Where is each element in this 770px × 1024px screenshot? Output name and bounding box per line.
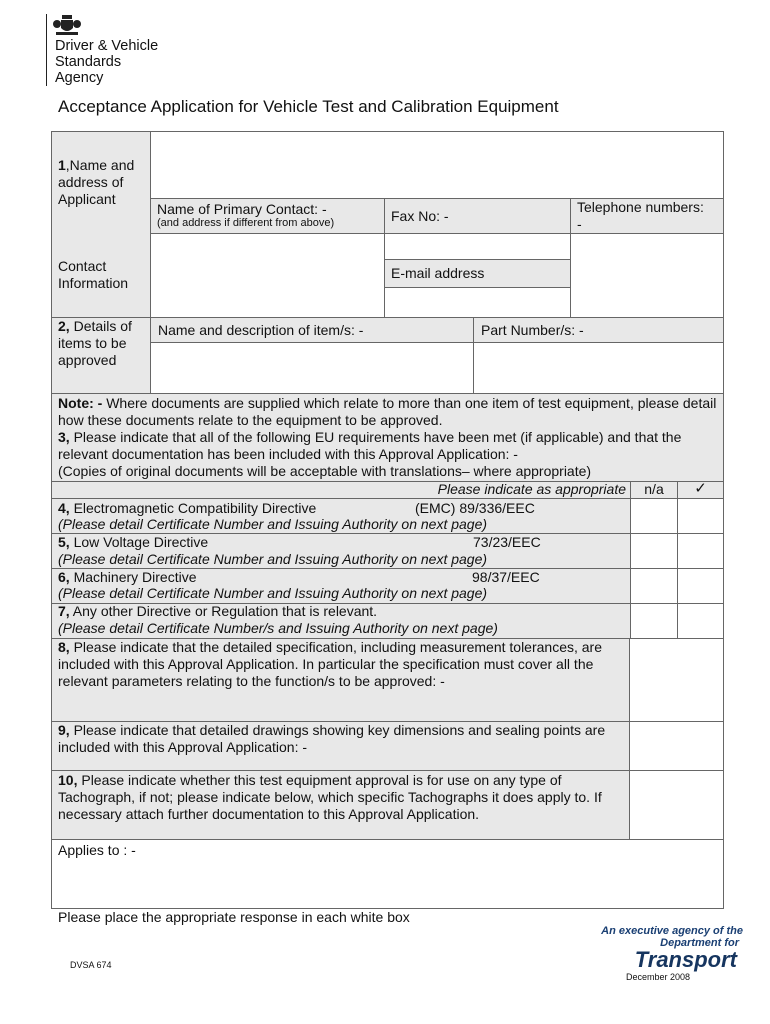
directive-4-tick-box[interactable] (678, 499, 723, 533)
note-text: Note: - Where documents are supplied which relate to more than one item of test equipment, please detail how these documents relate to the equipment to be approved. (58, 395, 717, 428)
directive-4-code: (EMC) 89/336/EEC (415, 500, 535, 516)
agency-line-1: Driver & Vehicle (55, 38, 159, 54)
section10-label-cell (52, 771, 630, 839)
contact-information-label: Contact Information (58, 258, 129, 291)
primary-contact-label-cell (151, 199, 385, 234)
section3-text: 3, Please indicate that all of the following EU requirements have been met (if applicable) and that the relevant documentation has been included with this Approval Application: - (58, 429, 682, 462)
applies-to-label: Applies to : - (58, 842, 136, 858)
directive-4-na-box[interactable] (631, 499, 677, 533)
directive-4-name: 4, Electromagnetic Compatibility Directive (58, 500, 317, 516)
fax-field[interactable] (385, 234, 571, 260)
section9-text: 9, Please indicate that detailed drawings showing key dimensions and sealing points are included with this Approval Application: - (58, 722, 606, 755)
telephone-field[interactable] (571, 234, 723, 317)
item-name-field[interactable] (151, 343, 474, 393)
tick-column-header: ✓ (694, 480, 707, 497)
dft-logo (560, 925, 743, 971)
section2-label: 2, Details of items to be approved (58, 318, 132, 368)
directive-6-na-box[interactable] (631, 569, 677, 603)
directive-6-tick-box[interactable] (678, 569, 723, 603)
section8-label-cell (52, 639, 630, 721)
section8-response-box[interactable] (631, 639, 723, 721)
telephone-label: Telephone numbers: - (577, 199, 704, 232)
email-field[interactable] (385, 288, 571, 317)
directive-6-code: 98/37/EEC (472, 569, 540, 585)
directive-5-tick-box[interactable] (678, 534, 723, 568)
dft-transport-wordmark: Transport (634, 947, 737, 972)
part-number-label: Part Number/s: - (481, 322, 584, 338)
dft-exec-line1: An executive agency of the (601, 925, 743, 937)
item-name-label: Name and description of item/s: - (158, 322, 364, 338)
directive-6-note: (Please detail Certificate Number and Issuing Authority on next page) (58, 585, 488, 601)
logo-divider (46, 14, 47, 86)
agency-line-2: Standards (55, 54, 122, 70)
section9-label-cell (52, 722, 630, 770)
email-label-cell (385, 260, 571, 288)
form-code: DVSA 674 (70, 960, 112, 970)
directive-5-na-box[interactable] (631, 534, 677, 568)
response-instruction: Please place the appropriate response in each white box (58, 909, 410, 925)
part-number-label-cell (474, 318, 723, 343)
agency-line-3: Agency (55, 70, 104, 86)
directive-7-tick-box[interactable] (678, 604, 723, 638)
item-name-label-cell (151, 318, 474, 343)
directive-7-note: (Please detail Certificate Number/s and Issuing Authority on next page) (58, 620, 498, 636)
directive-5-note: (Please detail Certificate Number and Issuing Authority on next page) (58, 551, 488, 567)
primary-contact-label: Name of Primary Contact: - (157, 201, 327, 217)
directive-5-code: 73/23/EEC (473, 534, 541, 550)
section8-text: 8, Please indicate that the detailed specification, including measurement tolerances, are included with this Approval Application. In particular the specification must cover all the relevant parameters relating to the function/s to be approved: - (58, 639, 603, 689)
section3-copies-note: (Copies of original documents will be acceptable with translations– where appropriate) (58, 463, 592, 479)
applies-to-field[interactable] (52, 840, 723, 908)
footer-date: December 2008 (625, 972, 690, 982)
fax-label: Fax No: - (391, 208, 449, 224)
section1-label: 1,Name and address of Applicant (58, 157, 135, 207)
directive-6-name: 6, Machinery Directive (58, 569, 197, 585)
directive-5-name: 5, Low Voltage Directive (58, 534, 209, 550)
directive-4-note: (Please detail Certificate Number and Issuing Authority on next page) (58, 516, 488, 532)
royal-crest-icon (52, 12, 82, 38)
directive-7-na-box[interactable] (631, 604, 677, 638)
section2-label-cell (52, 318, 151, 393)
dft-exec-line2: Department for (660, 937, 739, 949)
form-title: Acceptance Application for Vehicle Test and Calibration Equipment (58, 97, 559, 116)
primary-contact-field[interactable] (151, 234, 385, 317)
section10-response-box[interactable] (631, 771, 723, 839)
applicant-name-address-field[interactable] (151, 132, 723, 199)
primary-contact-sublabel: (and address if different from above) (157, 217, 335, 229)
directive-7-name: 7, Any other Directive or Regulation that is relevant. (58, 603, 378, 619)
fax-label-cell (385, 199, 571, 234)
section10-text: 10, Please indicate whether this test equipment approval is for use on any type of Tachograph, if not; please indicate below, which specific Tachographs it does apply to. If necessary attach further documentation to this Approval Application. (58, 772, 602, 822)
email-label: E-mail address (391, 265, 485, 281)
na-column-header: n/a (644, 481, 664, 497)
part-number-field[interactable] (474, 343, 723, 393)
indicate-appropriate-label: Please indicate as appropriate (437, 481, 626, 497)
agency-name (55, 38, 158, 86)
section9-response-box[interactable] (631, 722, 723, 770)
telephone-label-cell (571, 199, 723, 234)
